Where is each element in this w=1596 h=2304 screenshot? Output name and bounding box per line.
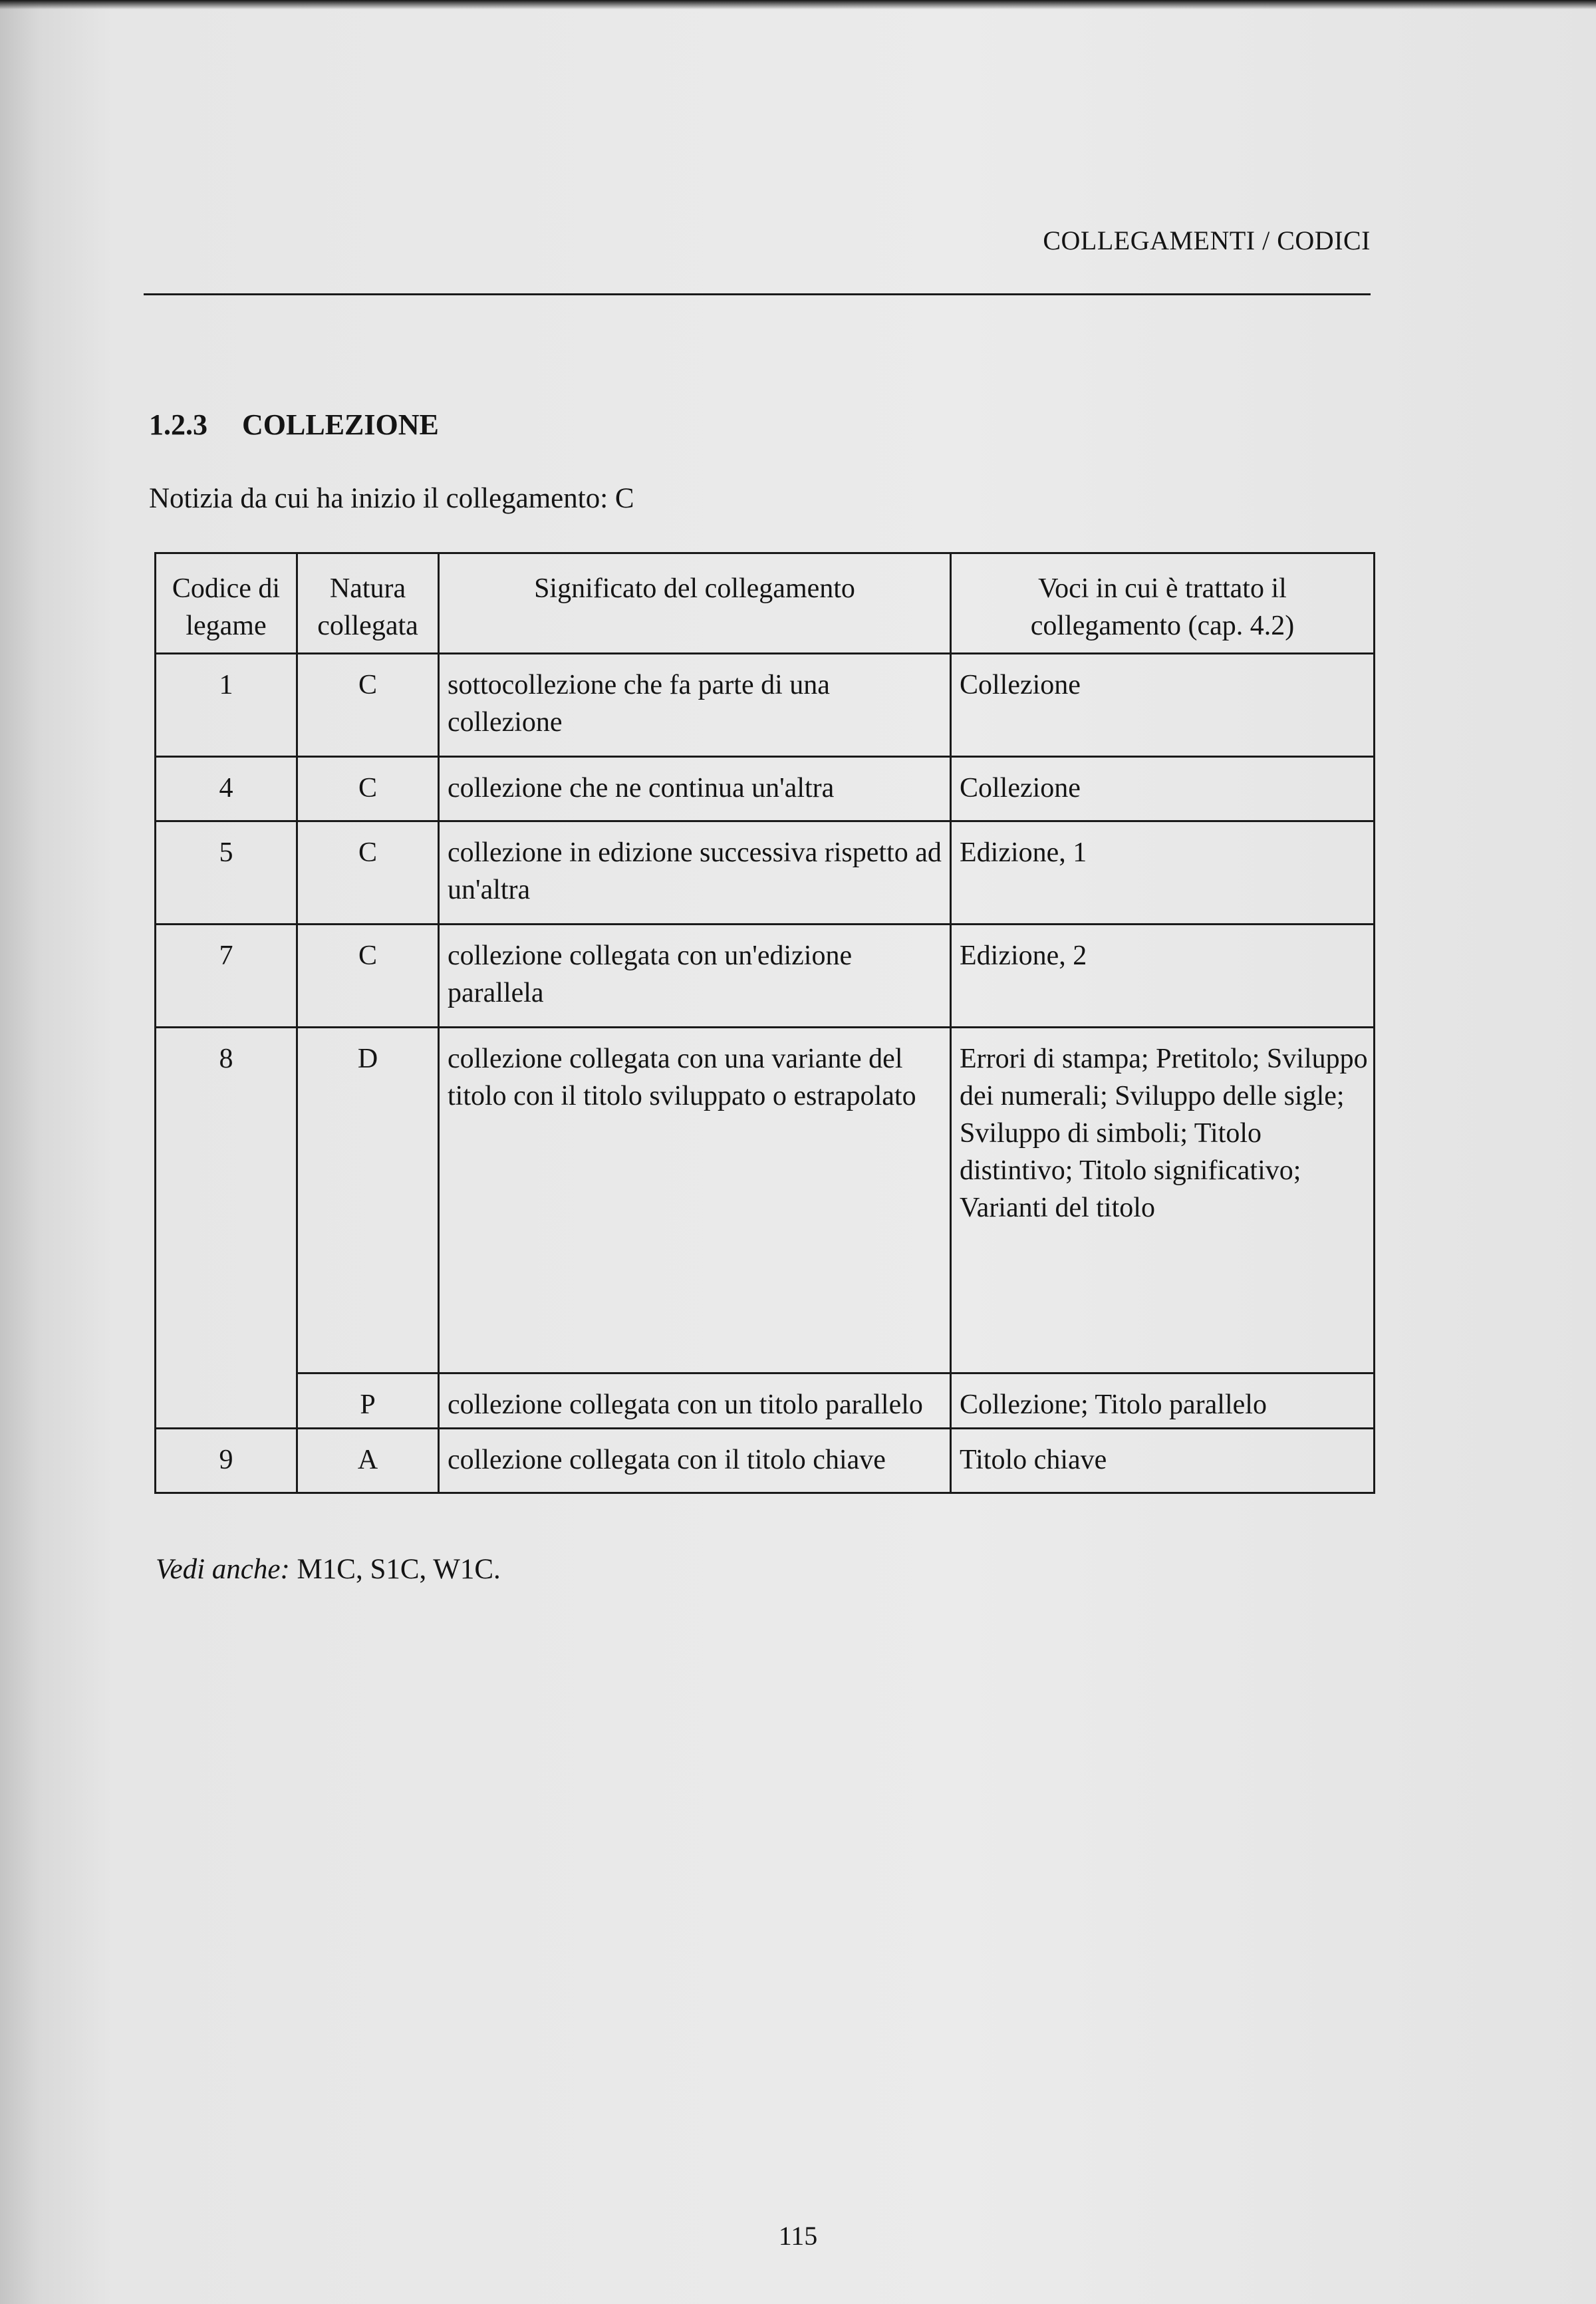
cell-voci: Titolo chiave [951,1429,1375,1493]
header-codice-line1: Codice di [172,573,281,604]
cell-significato: collezione che ne continua un'altra [439,757,951,821]
cell-codice: 1 [156,654,297,757]
cell-voci: Edizione, 1 [951,821,1375,925]
cell-natura: D [297,1028,439,1373]
cell-voci: Collezione [951,654,1375,757]
cell-codice: 7 [156,925,297,1028]
see-also-codes: M1C, S1C, W1C. [297,1554,501,1585]
section-title [149,408,439,442]
header-codice [156,553,297,654]
cell-natura: P [297,1373,439,1429]
cell-natura: C [297,925,439,1028]
cell-significato: collezione collegata con una variante del titolo con il titolo sviluppato o estrapolato [439,1028,951,1373]
scan-edge-shadow [0,0,1596,9]
cell-natura: C [297,757,439,821]
section-heading: COLLEZIONE [242,408,439,441]
header-natura-line2: collegata [317,611,418,641]
cell-codice: 9 [156,1429,297,1493]
table-row [156,1028,1375,1373]
header-rule [144,293,1371,295]
intro-text: Notizia da cui ha inizio il collegamento: C [149,483,634,514]
page-number: 115 [778,2221,818,2251]
running-head: COLLEGAMENTI / CODICI [1043,225,1371,255]
cell-voci: Collezione; Titolo parallelo [951,1373,1375,1429]
cell-voci: Collezione [951,757,1375,821]
table-header-row [156,553,1375,654]
cell-significato: collezione collegata con un'edizione parallela [439,925,951,1028]
see-also [156,1553,501,1586]
cell-codice: 5 [156,821,297,925]
header-natura-line1: Natura [329,573,406,604]
table-row [156,654,1375,757]
table-row [156,821,1375,925]
cell-natura: A [297,1429,439,1493]
table-row-continued [156,1373,1375,1429]
header-significato: Significato del collegamento [439,553,951,654]
cell-significato: collezione in edizione successiva rispetto ad un'altra [439,821,951,925]
header-voci [951,553,1375,654]
table-row [156,1429,1375,1493]
cell-codice: 8 [156,1028,297,1429]
cell-natura: C [297,821,439,925]
cell-significato: collezione collegata con il titolo chiave [439,1429,951,1493]
cell-natura: C [297,654,439,757]
header-codice-line2: legame [186,611,267,641]
cell-voci: Edizione, 2 [951,925,1375,1028]
cell-significato: sottocollezione che fa parte di una collezione [439,654,951,757]
see-also-label: Vedi anche: [156,1554,290,1585]
header-natura [297,553,439,654]
cell-codice: 4 [156,757,297,821]
cell-voci: Errori di stampa; Pretitolo; Sviluppo dei numerali; Sviluppo delle sigle; Sviluppo di simboli; Titolo distintivo; Titolo significativo; Varianti del titolo [951,1028,1375,1373]
header-voci-line1: Voci in cui è trattato il [1038,573,1287,604]
section-number: 1.2.3 [149,408,207,441]
table-row [156,757,1375,821]
cell-significato: collezione collegata con un titolo parallelo [439,1373,951,1429]
table-row [156,925,1375,1028]
header-voci-line2: collegamento (cap. 4.2) [1030,611,1295,641]
link-code-table [154,552,1375,1494]
